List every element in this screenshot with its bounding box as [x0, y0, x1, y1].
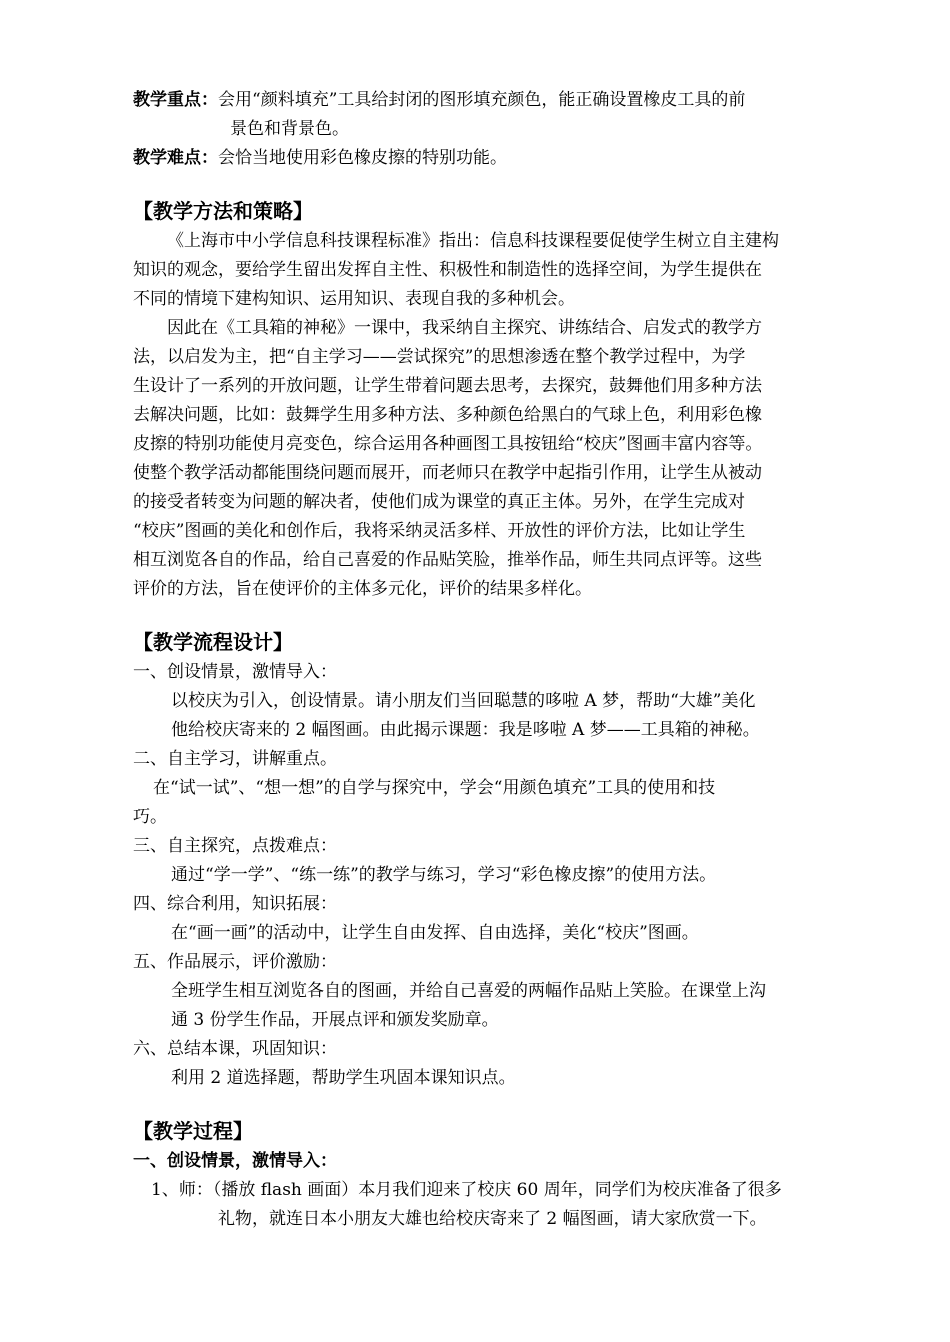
- flow-step-title: 六、总结本课，巩固知识：: [133, 1039, 337, 1059]
- flow-step-text: 他给校庆寄来的 2 幅图画。由此揭示课题：我是哆啦 A 梦——工具箱的神秘。: [171, 720, 760, 740]
- methods-paragraph-line: 生设计了一系列的开放问题，让学生带着问题去思考，去探究，鼓舞他们用多种方法: [133, 376, 762, 396]
- methods-paragraph-line: 的接受者转变为问题的解决者，使他们成为课堂的真正主体。另外，在学生完成对: [133, 492, 745, 512]
- methods-paragraph-line: 法，以启发为主，把“自主学习——尝试探究”的思想渗透在整个教学过程中，为学: [133, 347, 746, 367]
- page-content: [133, 86, 863, 1234]
- methods-heading: 【教学方法和策略】: [133, 199, 313, 223]
- flow-heading: 【教学流程设计】: [133, 630, 293, 654]
- flow-step-title: 二、自主学习，讲解重点。: [133, 749, 337, 769]
- process-item-text: 礼物，就连日本小朋友大雄也给校庆寄来了 2 幅图画，请大家欣赏一下。: [218, 1209, 767, 1229]
- flow-step-text: 在“画一画”的活动中，让学生自由发挥、自由选择，美化“校庆”图画。: [171, 923, 699, 943]
- methods-paragraph-line: 相互浏览各自的作品，给自己喜爱的作品贴笑脸，推举作品，师生共同点评等。这些: [133, 550, 762, 570]
- difficult-points-label: 教学难点：: [133, 148, 218, 168]
- key-points-continuation: 景色和背景色。: [230, 119, 349, 139]
- methods-paragraph-line: 因此在《工具箱的神秘》一课中，我采纳自主探究、讲练结合、启发式的教学方: [167, 318, 762, 338]
- process-item-text: 1、师：（播放 flash 画面）本月我们迎来了校庆 60 周年，同学们为校庆准备了很多: [151, 1180, 782, 1200]
- flow-step-text: 通 3 份学生作品，开展点评和颁发奖励章。: [171, 1010, 499, 1030]
- key-points-row: [133, 86, 863, 115]
- methods-paragraph-line: 不同的情境下建构知识、运用知识、表现自我的多种机会。: [133, 289, 575, 309]
- difficult-points-row: [133, 144, 863, 173]
- methods-paragraph-line: 知识的观念，要给学生留出发挥自主性、积极性和制造性的选择空间，为学生提供在: [133, 260, 762, 280]
- flow-step-text: 在“试一试”、“想一想”的自学与探究中，学会“用颜色填充”工具的使用和技: [153, 778, 716, 798]
- methods-paragraph-line: 《上海市中小学信息科技课程标准》指出：信息科技课程要促使学生树立自主建构: [167, 231, 779, 251]
- methods-paragraph-line: 评价的方法，旨在使评价的主体多元化，评价的结果多样化。: [133, 579, 592, 599]
- difficult-points-text: 会恰当地使用彩色橡皮擦的特别功能。: [218, 148, 507, 168]
- flow-step-text: 全班学生相互浏览各自的图画，并给自己喜爱的两幅作品贴上笑脸。在课堂上沟: [171, 981, 766, 1001]
- flow-step-title: 五、作品展示，评价激励：: [133, 952, 337, 972]
- process-step-title: 一、创设情景，激情导入：: [133, 1151, 337, 1171]
- key-points-label: 教学重点：: [133, 90, 218, 110]
- flow-step-title: 四、综合利用，知识拓展：: [133, 894, 337, 914]
- methods-paragraph-line: “校庆”图画的美化和创作后，我将采纳灵活多样、开放性的评价方法，比如让学生: [133, 521, 746, 541]
- methods-paragraph-line: 皮擦的特别功能使月亮变色，综合运用各种画图工具按钮给“校庆”图画丰富内容等。: [133, 434, 763, 454]
- flow-step-text: 以校庆为引入，创设情景。请小朋友们当回聪慧的哆啦 A 梦，帮助“大雄”美化: [171, 691, 756, 711]
- flow-step-text: 利用 2 道选择题，帮助学生巩固本课知识点。: [171, 1068, 516, 1088]
- methods-paragraph-line: 去解决问题，比如：鼓舞学生用多种方法、多种颜色给黑白的气球上色，利用彩色橡: [133, 405, 762, 425]
- flow-step-title: 三、自主探究，点拨难点：: [133, 836, 337, 856]
- flow-step-text: 巧。: [133, 807, 167, 827]
- methods-paragraph-line: 使整个教学活动都能围绕问题而展开，而老师只在教学中起指引作用，让学生从被动: [133, 463, 762, 483]
- flow-step-title: 一、创设情景，激情导入：: [133, 662, 337, 682]
- process-heading: 【教学过程】: [133, 1119, 253, 1143]
- flow-step-text: 通过“学一学”、“练一练”的教学与练习，学习“彩色橡皮擦”的使用方法。: [171, 865, 717, 885]
- key-points-text: 会用“颜料填充”工具给封闭的图形填充颜色，能正确设置橡皮工具的前: [218, 90, 746, 110]
